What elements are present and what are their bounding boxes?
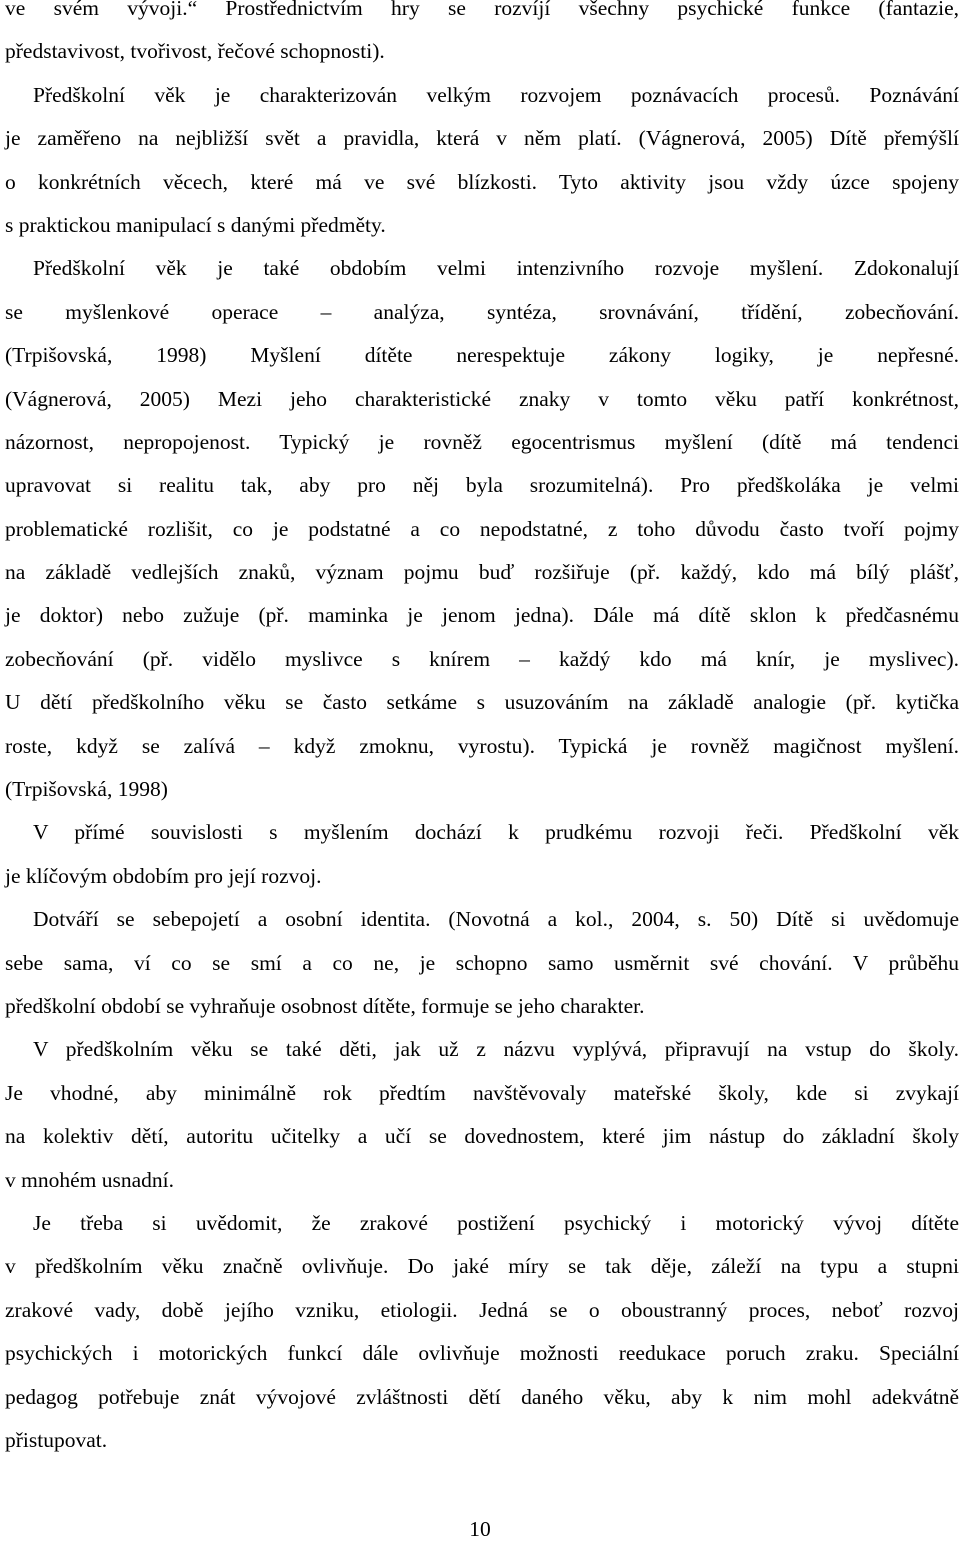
- text-line: pedagog potřebuje znát vývojové zvláštnosti dětí daného věku, aby k nim mohl adekvátně: [5, 1384, 959, 1409]
- text-line: je doktor) nebo zužuje (př. maminka je jenom jedna). Dále má dítě sklon k předčasnému: [5, 603, 959, 628]
- body-text: [5, 0, 959, 1462]
- text-line: se myšlenkové operace – analýza, syntéza, srovnávání, třídění, zobecňování.: [5, 299, 959, 324]
- page-number: 10: [469, 1517, 491, 1541]
- paragraph-first-line: Předškolní věk je také obdobím velmi intenzivního rozvoje myšlení. Zdokonalují: [33, 256, 959, 281]
- paragraph-first-line: Předškolní věk je charakterizován velkým rozvojem poznávacích procesů. Poznávání: [33, 82, 959, 107]
- paragraph-first-line: V přímé souvislosti s myšlením dochází k prudkému rozvoji řeči. Předškolní věk: [33, 820, 959, 845]
- text-line: v mnohém usnadní.: [5, 1167, 174, 1192]
- text-line: problematické rozlišit, co je podstatné a co nepodstatné, z toho důvodu často tvoří pojmy: [5, 516, 959, 541]
- text-line: zrakové vady, době jejího vzniku, etiologii. Jedná se o oboustranný proces, neboť rozvoj: [5, 1297, 959, 1322]
- text-line: sebe sama, ví co se smí a co ne, je schopno samo usměrnit své chování. V průběhu: [5, 950, 959, 975]
- text-line: je klíčovým obdobím pro její rozvoj.: [5, 863, 322, 888]
- text-line: psychických i motorických funkcí dále ovlivňuje možnosti reedukace poruch zraku. Speciální: [5, 1341, 959, 1366]
- text-line: na kolektiv dětí, autoritu učitelky a učí se dovednostem, které jim nástup do základní školy: [5, 1124, 959, 1149]
- text-line: o konkrétních věcech, které má ve své blízkosti. Tyto aktivity jsou vždy úzce spojeny: [5, 169, 959, 194]
- text-line: je zaměřeno na nejbližší svět a pravidla, která v něm platí. (Vágnerová, 2005) Dítě přemýšlí: [5, 126, 959, 151]
- text-line: (Trpišovská, 1998): [5, 777, 168, 802]
- paragraph-first-line: Je třeba si uvědomit, že zrakové postižení psychický i motorický vývoj dítěte: [33, 1210, 959, 1235]
- text-line: (Trpišovská, 1998) Myšlení dítěte nerespektuje zákony logiky, je nepřesné.: [5, 343, 959, 368]
- text-line: Je vhodné, aby minimálně rok předtím navštěvovaly mateřské školy, kde si zvykají: [5, 1080, 959, 1105]
- text-line: v předškolním věku značně ovlivňuje. Do jaké míry se tak děje, záleží na typu a stupni: [5, 1254, 959, 1279]
- text-line: představivost, tvořivost, řečové schopnosti).: [5, 39, 385, 64]
- text-line: přistupovat.: [5, 1427, 108, 1452]
- text-line: zobecňování (př. vidělo myslivce s knírem – každý kdo má knír, je myslivec).: [5, 646, 959, 671]
- text-line: ve svém vývoji.“ Prostřednictvím hry se rozvíjí všechny psychické funkce (fantazie,: [5, 0, 959, 20]
- paragraph-first-line: Dotváří se sebepojetí a osobní identita. (Novotná a kol., 2004, s. 50) Dítě si uvědomuje: [33, 907, 959, 932]
- text-line: U dětí předškolního věku se často setkáme s usuzováním na základě analogie (př. kytička: [5, 690, 959, 715]
- text-line: s praktickou manipulací s danými předměty.: [5, 212, 386, 237]
- text-line: předškolní období se vyhraňuje osobnost dítěte, formuje se jeho charakter.: [5, 993, 645, 1018]
- text-line: názornost, nepropojenost. Typický je rovněž egocentrismus myšlení (dítě má tendenci: [5, 429, 959, 454]
- text-line: upravovat si realitu tak, aby pro něj byla srozumitelná). Pro předškoláka je velmi: [5, 473, 959, 498]
- text-line: roste, když se zalívá – když zmoknu, vyrostu). Typická je rovněž magičnost myšlení.: [5, 733, 959, 758]
- paragraph-first-line: V předškolním věku se také děti, jak už z názvu vyplývá, připravují na vstup do školy.: [33, 1037, 959, 1062]
- text-line: (Vágnerová, 2005) Mezi jeho charakteristické znaky v tomto věku patří konkrétnost,: [5, 386, 959, 411]
- text-line: na základě vedlejších znaků, význam pojmu buď rozšiřuje (př. každý, kdo má bílý plášť,: [5, 560, 959, 585]
